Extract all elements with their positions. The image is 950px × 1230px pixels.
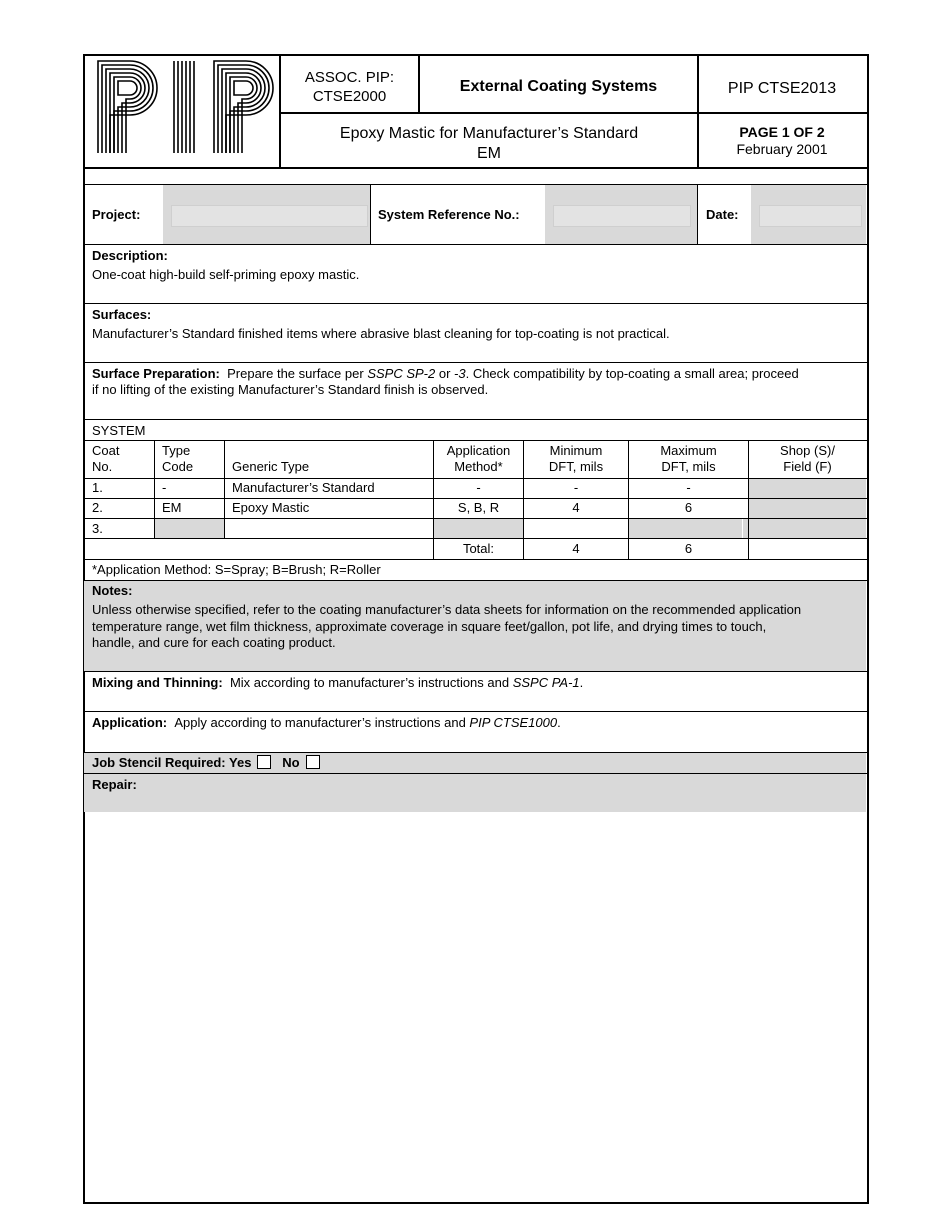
header-max-dft: Maximum DFT, mils	[660, 443, 717, 474]
surface-preparation: Surface Preparation: Prepare the surface per SSPC SP-2 or -3. Check compatibility by top-coating a small area; proceed if no lifting of the existing Manufacturer’s Standard finish is observed.	[92, 366, 799, 397]
header-coat-no: Coat No.	[92, 443, 120, 474]
surfaces-text: Manufacturer’s Standard finished items where abrasive blast cleaning for top-coating is not practical.	[92, 326, 670, 341]
system-reference-label: System Reference No.:	[378, 207, 520, 222]
assoc-pip: ASSOC. PIP: CTSE2000	[304, 69, 395, 105]
header-min-dft: Minimum DFT, mils	[548, 443, 604, 474]
mixing-thinning: Mixing and Thinning: Mix according to manufacturer’s instructions and SSPC PA-1.	[92, 675, 584, 690]
header-type-code: Type Code	[162, 443, 194, 474]
sspc-pa1-ref: SSPC PA-1	[512, 675, 580, 690]
repair-label: Repair:	[92, 777, 137, 792]
total-max-dft: 6	[684, 541, 693, 556]
system-reference-field[interactable]	[553, 205, 691, 227]
date-field[interactable]	[759, 205, 862, 227]
no-checkbox[interactable]	[306, 755, 320, 769]
project-field[interactable]	[171, 205, 368, 227]
total-label: Total:	[462, 541, 495, 556]
mixing-label: Mixing and Thinning:	[92, 675, 223, 690]
notes-label: Notes:	[92, 583, 133, 598]
pip-logo	[94, 58, 274, 156]
application-label: Application:	[92, 715, 168, 730]
page-info	[699, 124, 865, 158]
yes-checkbox[interactable]	[257, 755, 271, 769]
document-number: PIP CTSE2013	[727, 80, 837, 97]
description-text: One-coat high-build self-priming epoxy mastic.	[92, 267, 360, 282]
application-section: Application: Apply according to manufacturer’s instructions and PIP CTSE1000.	[92, 715, 561, 730]
surfaces-label: Surfaces:	[92, 307, 152, 322]
header-application-method: Application Method*	[446, 443, 511, 474]
sspc-sp3-ref: -3	[454, 366, 466, 381]
repair-area	[84, 774, 866, 812]
document-title: External Coating Systems	[459, 78, 658, 95]
job-stencil	[92, 755, 320, 771]
surface-preparation-label: Surface Preparation:	[92, 366, 220, 381]
no-label: No	[282, 755, 300, 770]
total-min-dft: 4	[572, 541, 580, 556]
description-label: Description:	[92, 248, 168, 263]
project-label: Project:	[92, 207, 141, 222]
sspc-sp2-ref: SSPC SP-2	[367, 366, 436, 381]
header-shop-field: Shop (S)/ Field (F)	[780, 443, 835, 474]
document-subtitle: Epoxy Mastic for Manufacturer’s Standard EM	[339, 125, 639, 162]
page-label: PAGE 1 OF 2	[739, 124, 825, 140]
pip-logo-graphic	[94, 58, 274, 156]
notes-text: Unless otherwise specified, refer to the coating manufacturer’s data sheets for information on the recommended application temperature range, wet film thickness, approximate coverage in square feet/gallon, pot life, and drying times to touch, handle, and cure for each coating product.	[92, 602, 802, 650]
date-label: Date:	[706, 207, 739, 222]
job-stencil-label: Job Stencil Required: Yes	[92, 755, 252, 770]
pip-ctse1000-ref: PIP CTSE1000	[469, 715, 558, 730]
header-generic-type: Generic Type	[232, 459, 310, 474]
document-date: February 2001	[736, 141, 828, 157]
system-label: SYSTEM	[92, 423, 146, 438]
application-method-footnote: *Application Method: S=Spray; B=Brush; R=Roller	[92, 562, 381, 577]
